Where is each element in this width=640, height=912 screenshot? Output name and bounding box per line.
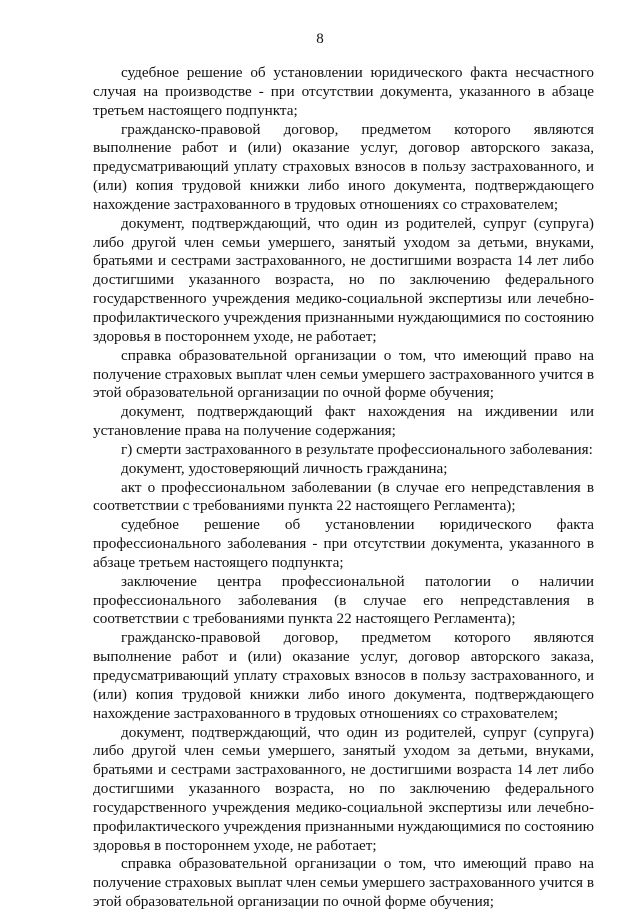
page-number: 8 (316, 31, 324, 47)
body-text (93, 64, 594, 912)
paragraph-dependency-document: документ, подтверждающий факт нахождения на иждивении или установление права на получение содержания; (93, 403, 594, 440)
paragraph-pathology-center-conclusion: заключение центра профессиональной патологии о наличии профессионального заболевания (в случае его непредставления в соответствии с требованиями пункта 22 настоящего Регламента); (93, 572, 594, 628)
paragraph-court-decision-accident: судебное решение об установлении юридического факта несчастного случая на производстве - при отсутствии документа, указанного в абзаце третьем настоящего подпункта; (93, 64, 594, 119)
paragraph-identity-document: документ, удостоверяющий личность гражданина; (121, 459, 448, 477)
paragraph-court-decision-disease: судебное решение об установлении юридического факта профессионального заболевания - при отсутствии документа, указанного в абзаце третьем настоящего подпункта; (93, 516, 594, 571)
paragraph-family-care-document-2: документ, подтверждающий, что один из родителей, супруг (супруга) либо другой член семьи умершего, занятый уходом за детьми, внуками, братьями и сестрами застрахованного, не достигшими возраста 14 лет либо достигшими указанного возраста, но по заключению федерального государственного учреждения медико-социальной экспертизы или лечебно-профилактического учреждения признанными нуждающимися по состоянию здоровья в постороннем уходе, не работает; (93, 723, 594, 854)
paragraph-education-certificate: справка образовательной организации о том, что имеющий право на получение страховых выплат член семьи умершего застрахованного учится в этой образовательной организации по очной форме обучения; (93, 346, 594, 402)
paragraph-family-care-document: документ, подтверждающий, что один из родителей, супруг (супруга) либо другой член семьи умершего, занятый уходом за детьми, внуками, братьями и сестрами застрахованного, не достигшими возраста 14 лет либо достигшими указанного возраста, но по заключению федерального государственного учреждения медико-социальной экспертизы или лечебно-профилактического учреждения признанными нуждающимися по состоянию здоровья в постороннем уходе, не работает; (93, 214, 594, 345)
paragraph-education-certificate-2: справка образовательной организации о том, что имеющий право на получение страховых выплат член семьи умершего застрахованного учится в этой образовательной организации по очной форме обучения; (93, 855, 594, 911)
paragraph-civil-contract-2: гражданско-правовой договор, предметом которого являются выполнение работ и (или) оказание услуг, договор авторского заказа, предусматривающий уплату страховых взносов в пользу застрахованного, и (или) копия трудовой книжки либо иного документа, подтверждающего нахождение застрахованного в трудовых отношениях со страхователем; (93, 629, 594, 722)
paragraph-civil-contract: гражданско-правовой договор, предметом которого являются выполнение работ и (или) оказание услуг, договор авторского заказа, предусматривающий уплату страховых взносов в пользу застрахованного, и (или) копия трудовой книжки либо иного документа, подтверждающего нахождение застрахованного в трудовых отношениях со страхователем; (93, 120, 594, 213)
paragraph-subitem-g-heading: г) смерти застрахованного в результате профессионального заболевания: (121, 440, 593, 458)
paragraph-occupational-disease-act: акт о профессиональном заболевании (в случае его непредставления в соответствии с требованиями пункта 22 настоящего Регламента); (93, 478, 594, 515)
